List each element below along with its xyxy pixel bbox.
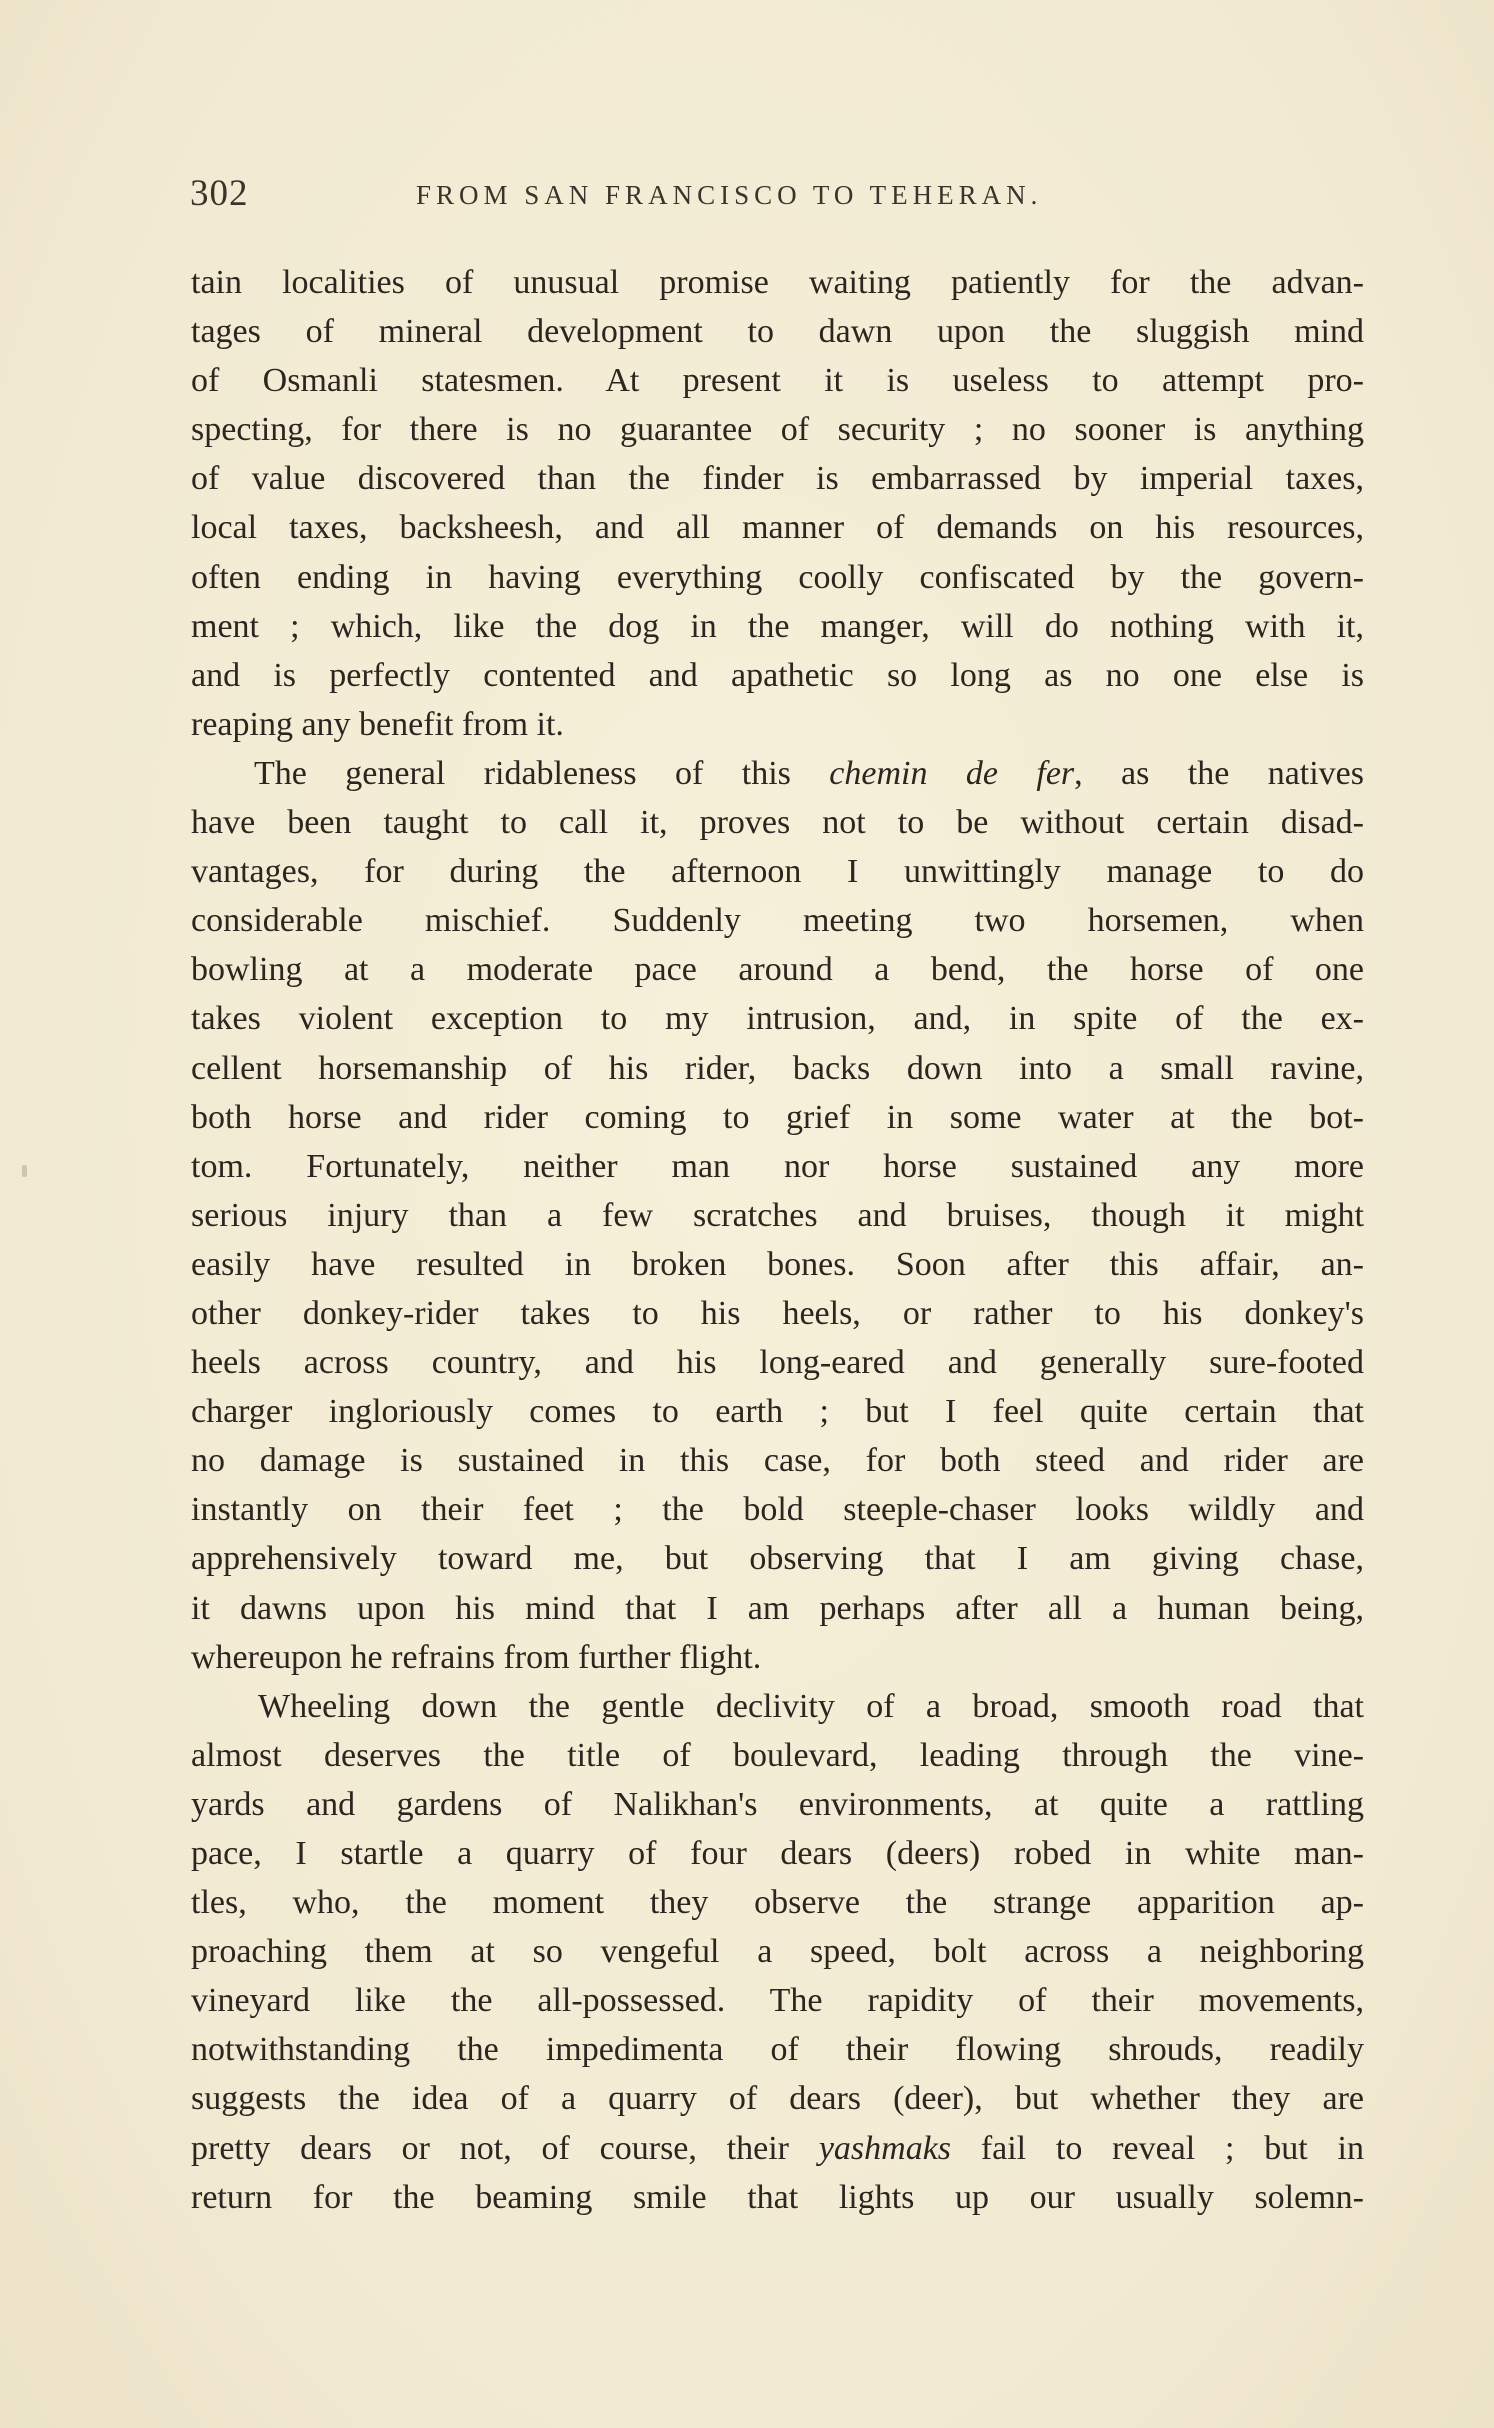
- text-line: tles, who, the moment they observe the strange apparition ap-: [191, 1884, 1364, 1922]
- page-header: [190, 172, 1360, 222]
- text-line: it dawns upon his mind that I am perhaps after all a human being,: [191, 1589, 1364, 1627]
- text-line: of Osmanli statesmen. At present it is useless to attempt pro-: [191, 362, 1364, 400]
- text-line: notwithstanding the impedimenta of their flowing shrouds, readily: [191, 2031, 1364, 2069]
- text-line: vantages, for during the afternoon I unwittingly manage to do: [191, 853, 1364, 891]
- text-line: and is perfectly contented and apathetic so long as no one else is: [191, 656, 1364, 694]
- text-line: both horse and rider coming to grief in some water at the bot-: [191, 1098, 1364, 1136]
- text-line: [191, 2124, 1364, 2173]
- text-segment: The general ridableness of this: [254, 754, 830, 792]
- text-line: proaching them at so vengeful a speed, bolt across a neighboring: [191, 1933, 1364, 1971]
- text-line: apprehensively toward me, but observing that I am giving chase,: [191, 1540, 1364, 1578]
- text-line: local taxes, backsheesh, and all manner of demands on his resources,: [191, 509, 1364, 547]
- text-line: often ending in having everything coolly confiscated by the govern-: [191, 558, 1364, 596]
- text-line: tom. Fortunately, neither man nor horse sustained any more: [191, 1147, 1364, 1185]
- paragraph-start-line: Wheeling down the gentle declivity of a broad, smooth road that: [258, 1687, 1364, 1725]
- text-segment: , as the natives: [1074, 754, 1364, 792]
- text-line: charger ingloriously comes to earth ; but I feel quite certain that: [191, 1393, 1364, 1431]
- text-segment: pretty dears or not, of course, their: [191, 2129, 819, 2167]
- text-line: ment ; which, like the dog in the manger, will do nothing with it,: [191, 607, 1364, 645]
- text-line: heels across country, and his long-eared and generally sure-footed: [191, 1344, 1364, 1382]
- text-line: return for the beaming smile that lights up our usually solemn-: [191, 2178, 1364, 2216]
- text-line: vineyard like the all-possessed. The rapidity of their movements,: [191, 1982, 1364, 2020]
- text-line: suggests the idea of a quarry of dears (deer), but whether they are: [191, 2080, 1364, 2118]
- paper-blemish: [22, 1165, 27, 1177]
- text-line: specting, for there is no guarantee of security ; no sooner is anything: [191, 411, 1364, 449]
- text-line: yards and gardens of Nalikhan's environments, at quite a rattling: [191, 1785, 1364, 1823]
- text-line: almost deserves the title of boulevard, leading through the vine-: [191, 1736, 1364, 1774]
- text-line: no damage is sustained in this case, for both steed and rider are: [191, 1442, 1364, 1480]
- text-line: pace, I startle a quarry of four dears (deers) robed in white man-: [191, 1835, 1364, 1872]
- paragraph-start-line: [191, 749, 1364, 798]
- text-line: serious injury than a few scratches and bruises, though it might: [191, 1196, 1364, 1234]
- running-head: FROM SAN FRANCISCO TO TEHERAN.: [416, 180, 1043, 210]
- text-line: instantly on their feet ; the bold steeple-chaser looks wildly and: [191, 1491, 1364, 1529]
- text-line: other donkey-rider takes to his heels, or rather to his donkey's: [191, 1294, 1364, 1332]
- text-line: reaping any benefit from it.: [191, 705, 564, 743]
- text-line: have been taught to call it, proves not to be without certain disad-: [191, 804, 1364, 842]
- text-line: easily have resulted in broken bones. Soon after this affair, an-: [191, 1245, 1364, 1283]
- text-line: whereupon he refrains from further flight.: [191, 1638, 762, 1676]
- italic-word: yashmaks: [818, 2129, 952, 2167]
- text-segment: fail to reveal ; but in: [951, 2129, 1364, 2167]
- page-number: 302: [190, 173, 249, 214]
- text-line: takes violent exception to my intrusion, and, in spite of the ex-: [191, 1000, 1364, 1038]
- text-line: tain localities of unusual promise waiting patiently for the advan-: [191, 264, 1364, 301]
- italic-phrase: chemin de fer: [829, 754, 1075, 792]
- text-line: cellent horsemanship of his rider, backs down into a small ravine,: [191, 1049, 1364, 1087]
- text-line: tages of mineral development to dawn upon the sluggish mind: [191, 313, 1364, 351]
- text-line: bowling at a moderate pace around a bend, the horse of one: [191, 951, 1364, 989]
- text-line: considerable mischief. Suddenly meeting two horsemen, when: [191, 902, 1364, 940]
- text-line: of value discovered than the finder is embarrassed by imperial taxes,: [191, 460, 1364, 498]
- body-text: [191, 258, 1364, 2222]
